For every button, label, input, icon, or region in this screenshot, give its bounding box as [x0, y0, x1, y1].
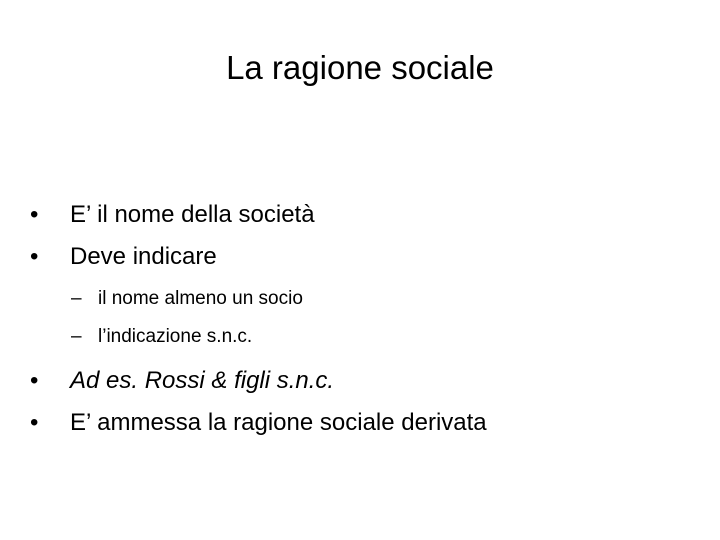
bullet-icon: • — [30, 201, 39, 228]
bullet-text: E’ ammessa la ragione sociale derivata — [70, 409, 487, 436]
sub-bullet-text: il nome almeno un socio — [98, 288, 303, 309]
bullet-text: Deve indicare — [70, 243, 217, 270]
bullet-text: E’ il nome della società — [70, 201, 315, 228]
bullet-list — [30, 194, 700, 444]
bullet-icon: • — [30, 367, 39, 394]
sub-bullet-item — [30, 318, 700, 356]
bullet-text-example: Ad es. Rossi & figli s.n.c. — [70, 367, 335, 394]
sub-bullet-item — [30, 280, 700, 318]
bullet-item — [30, 360, 700, 402]
sub-bullet-text: l’indicazione s.n.c. — [98, 326, 253, 347]
dash-icon: – — [71, 288, 82, 309]
dash-icon: – — [71, 326, 82, 347]
bullet-item — [30, 194, 700, 236]
bullet-item — [30, 236, 700, 278]
bullet-icon: • — [30, 243, 39, 270]
bullet-item — [30, 402, 700, 444]
slide-title: La ragione sociale — [226, 49, 494, 86]
bullet-icon: • — [30, 409, 39, 436]
